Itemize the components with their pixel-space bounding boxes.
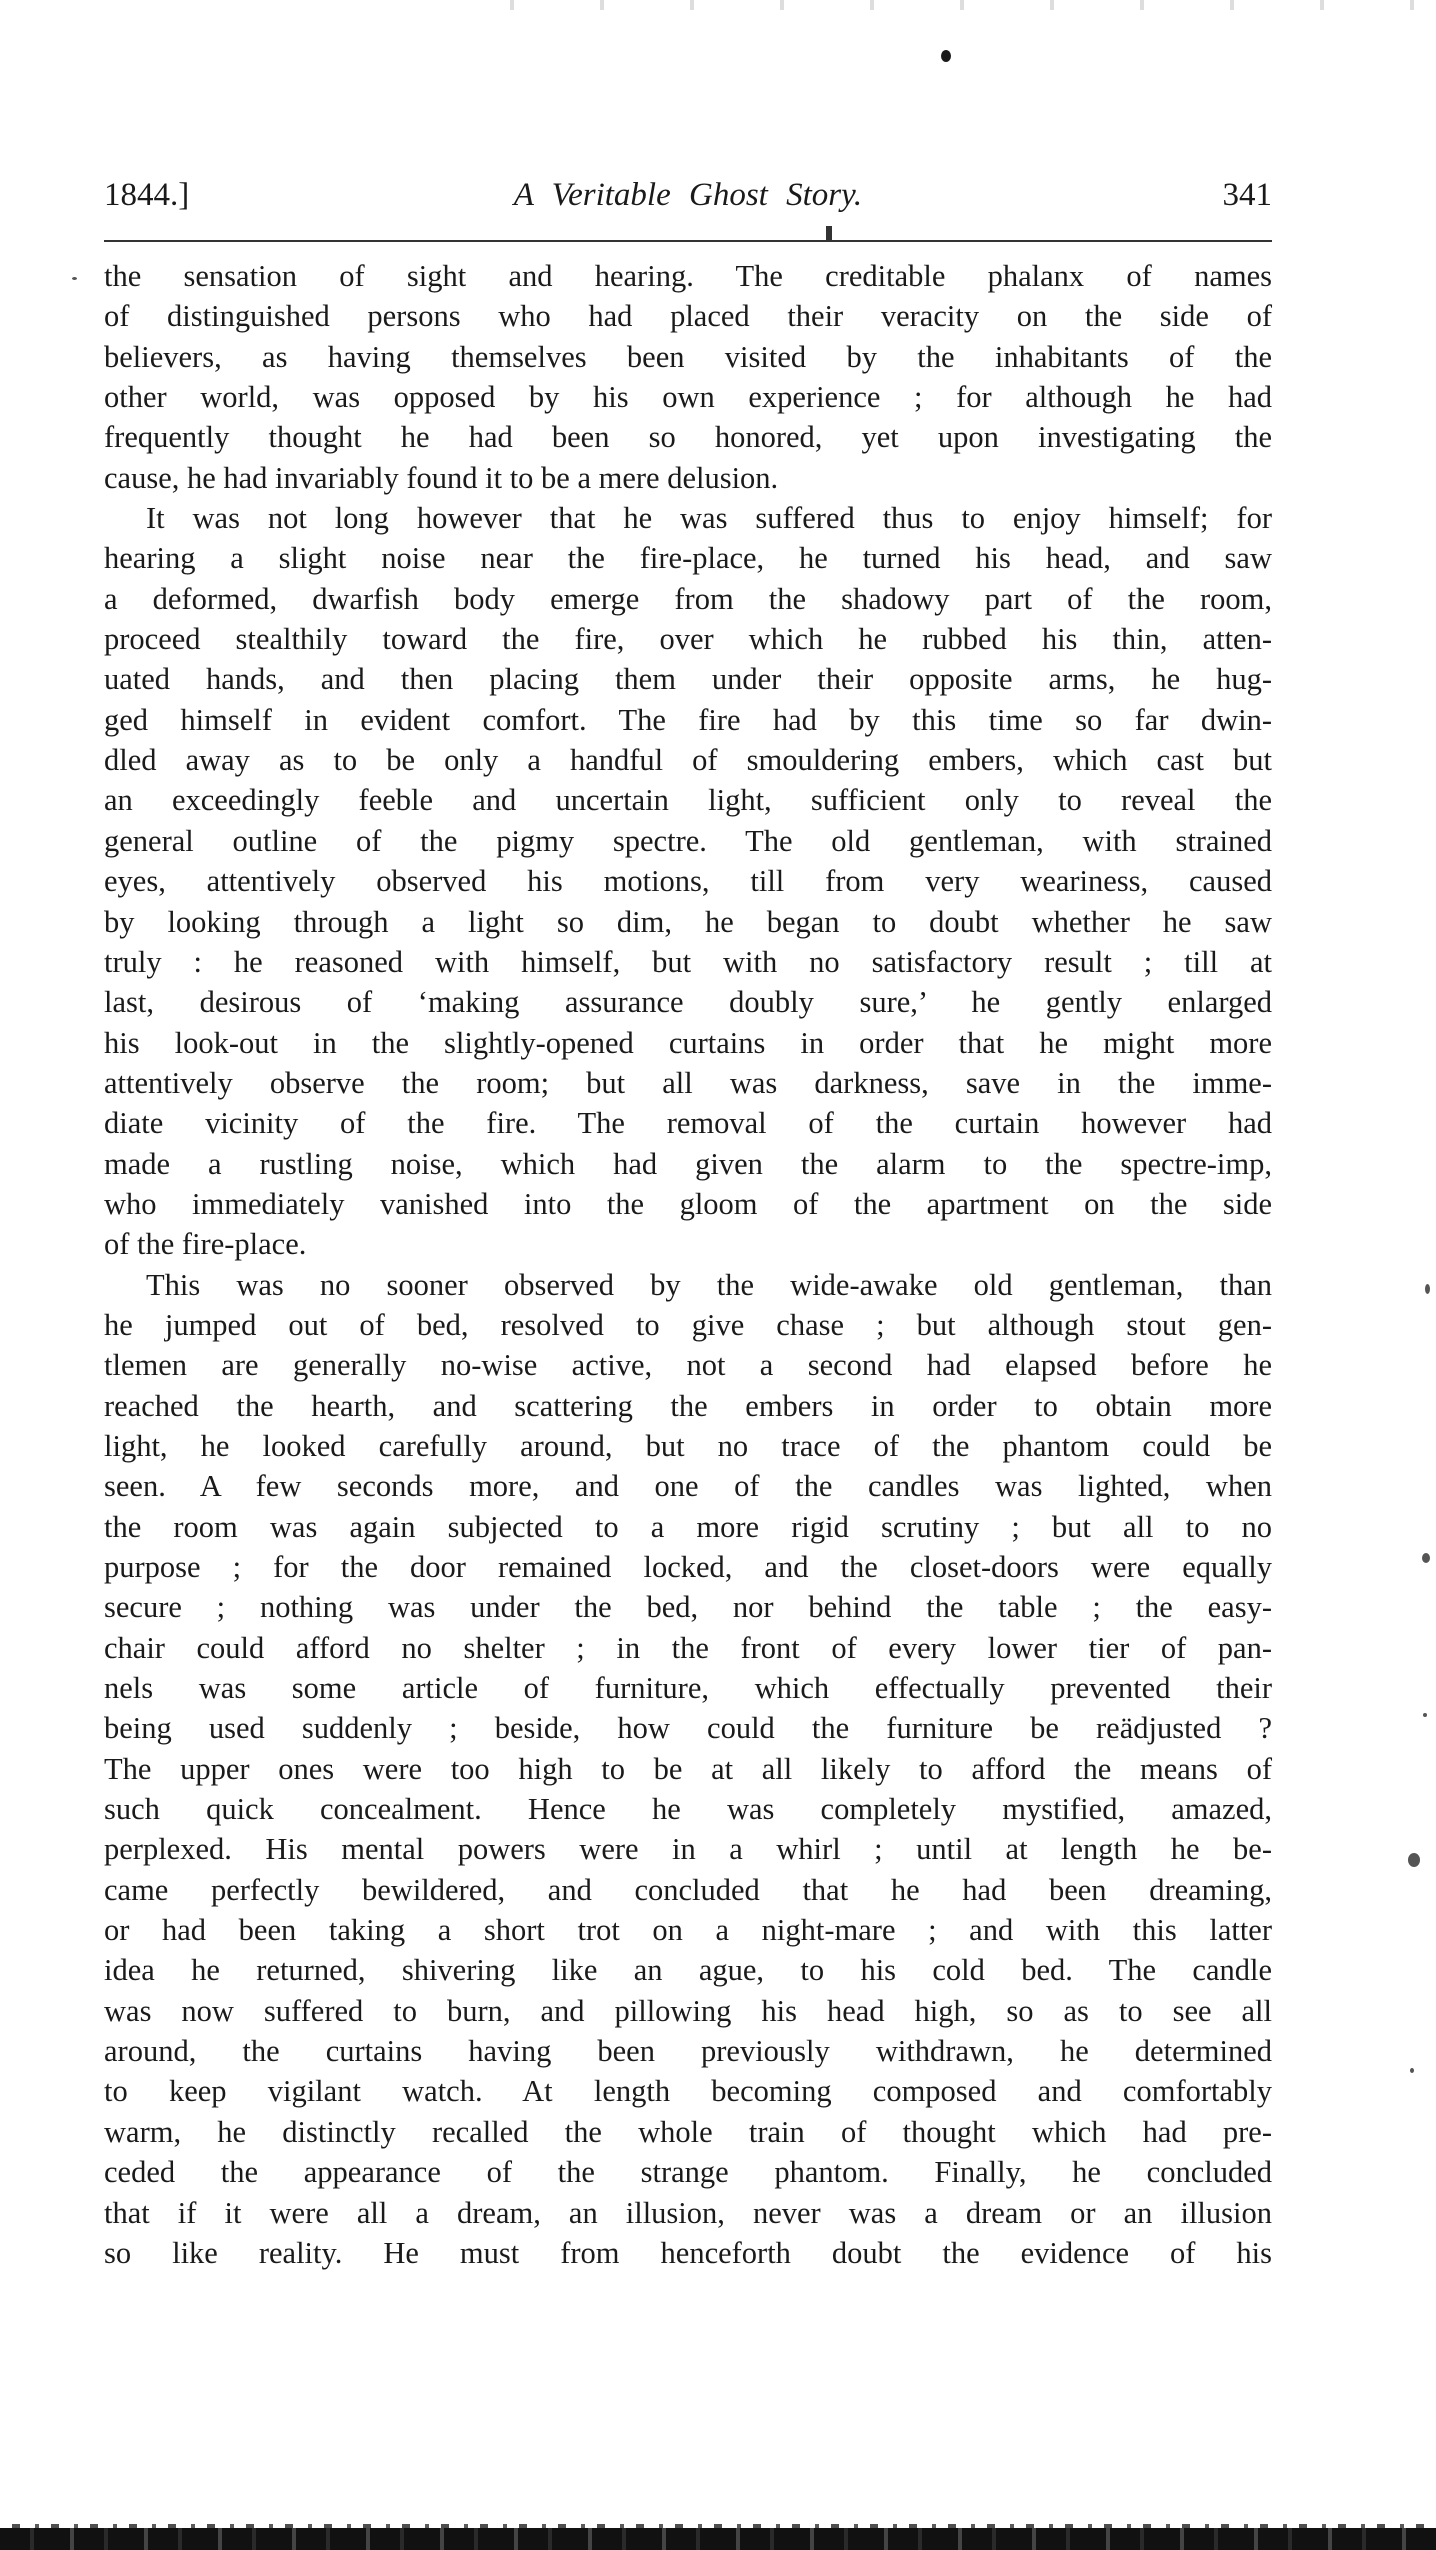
bottom-torn-edge xyxy=(0,2528,1436,2550)
text-line: other world, was opposed by his own experience ; for although he had xyxy=(104,380,1272,415)
rule-ink-mark xyxy=(826,226,832,242)
text-line: chair could afford no shelter ; in the front of every lower tier of pan- xyxy=(104,1630,1272,1665)
text-line: who immediately vanished into the gloom of the apartment on the side xyxy=(104,1186,1272,1221)
text-line: ceded the appearance of the strange phantom. Finally, he concluded xyxy=(104,2155,1272,2190)
page-number: 341 xyxy=(1222,177,1272,213)
text-line: by looking through a light so dim, he began to doubt whether he saw xyxy=(104,904,1272,939)
text-line: of the fire-place. xyxy=(104,1227,307,1262)
text-line: cause, he had invariably found it to be a mere delusion. xyxy=(104,460,779,495)
text-line: his look-out in the slightly-opened curtains in order that he might more xyxy=(104,1025,1272,1060)
margin-speck xyxy=(1425,1284,1430,1294)
text-line: eyes, attentively observed his motions, till from very weariness, caused xyxy=(104,864,1272,899)
text-line: idea he returned, shivering like an ague, to his cold bed. The candle xyxy=(104,1953,1272,1988)
text-line: uated hands, and then placing them under their opposite arms, he hug- xyxy=(104,662,1272,697)
text-line: perplexed. His mental powers were in a whirl ; until at length he be- xyxy=(104,1832,1272,1867)
running-head xyxy=(104,170,1272,220)
text-line: light, he looked carefully around, but no trace of the phantom could be xyxy=(104,1428,1272,1463)
ink-dot xyxy=(941,50,951,62)
text-line: came perfectly bewildered, and concluded that he had been dreaming, xyxy=(104,1872,1272,1907)
text-line: general outline of the pigmy spectre. The old gentleman, with strained xyxy=(104,823,1272,858)
text-line: purpose ; for the door remained locked, and the closet-doors were equally xyxy=(104,1550,1272,1584)
text-line: hearing a slight noise near the fire-place, he turned his head, and saw xyxy=(104,541,1272,576)
text-line: made a rustling noise, which had given the alarm to the spectre-imp, xyxy=(104,1146,1272,1181)
text-line: frequently thought he had been so honored, yet upon investigating the xyxy=(104,420,1272,455)
text-line: truly : he reasoned with himself, but with no satisfactory result ; till at xyxy=(104,944,1272,979)
text-line: to keep vigilant watch. At length becoming composed and comfortably xyxy=(104,2074,1272,2109)
text-line: nels was some article of furniture, which effectually prevented their xyxy=(104,1671,1272,1706)
text-line: dled away as to be only a handful of smouldering embers, which cast but xyxy=(104,743,1272,778)
margin-speck xyxy=(72,277,77,280)
text-line: tlemen are generally no-wise active, not a second had elapsed before he xyxy=(104,1348,1272,1383)
text-line: attentively observe the room; but all was darkness, save in the imme- xyxy=(104,1065,1272,1100)
body-text xyxy=(104,256,1272,2273)
text-line: the sensation of sight and hearing. The creditable phalanx of names xyxy=(104,259,1272,293)
text-line: of distinguished persons who had placed their veracity on the side of xyxy=(104,299,1272,334)
text-line: around, the curtains having been previously withdrawn, he determined xyxy=(104,2034,1272,2069)
text-line: the room was again subjected to a more rigid scrutiny ; but all to no xyxy=(104,1509,1272,1544)
text-line: he jumped out of bed, resolved to give chase ; but although stout gen- xyxy=(104,1307,1272,1342)
text-line: or had been taking a short trot on a night-mare ; and with this latter xyxy=(104,1913,1272,1948)
header-rule xyxy=(104,240,1272,242)
text-line: reached the hearth, and scattering the embers in order to obtain more xyxy=(104,1388,1272,1423)
running-head-title: A Veritable Ghost Story. xyxy=(513,177,863,213)
text-line: was now suffered to burn, and pillowing his head high, so as to see all xyxy=(104,1993,1272,2028)
text-line: so like reality. He must from henceforth doubt the evidence of his xyxy=(104,2235,1272,2270)
text-line: secure ; nothing was under the bed, nor behind the table ; the easy- xyxy=(104,1590,1272,1625)
text-line: being used suddenly ; beside, how could the furniture be reädjusted ? xyxy=(104,1711,1272,1746)
running-head-year: 1844.] xyxy=(104,177,190,213)
top-bleed-marks xyxy=(470,0,1430,10)
text-line: It was not long however that he was suffered thus to enjoy himself; for xyxy=(146,501,1272,536)
text-line: a deformed, dwarfish body emerge from the shadowy part of the room, xyxy=(104,581,1272,616)
text-line: diate vicinity of the fire. The removal of the curtain however had xyxy=(104,1106,1272,1141)
margin-speck xyxy=(1423,1713,1427,1717)
text-line: proceed stealthily toward the fire, over which he rubbed his thin, atten- xyxy=(104,622,1272,657)
text-line: warm, he distinctly recalled the whole train of thought which had pre- xyxy=(104,2114,1272,2149)
text-line: seen. A few seconds more, and one of the candles was lighted, when xyxy=(104,1469,1272,1504)
text-line: ged himself in evident comfort. The fire had by this time so far dwin- xyxy=(104,702,1272,737)
margin-speck xyxy=(1422,1553,1430,1563)
text-line: such quick concealment. Hence he was completely mystified, amazed, xyxy=(104,1792,1272,1827)
margin-speck xyxy=(1410,2068,1414,2073)
text-line: The upper ones were too high to be at all likely to afford the means of xyxy=(104,1751,1272,1786)
text-line: last, desirous of ‘making assurance doubly sure,’ he gently enlarged xyxy=(104,985,1272,1020)
text-line: This was no sooner observed by the wide-awake old gentleman, than xyxy=(146,1267,1272,1302)
text-line: an exceedingly feeble and uncertain light, sufficient only to reveal the xyxy=(104,783,1272,818)
text-line: believers, as having themselves been visited by the inhabitants of the xyxy=(104,339,1272,374)
margin-speck xyxy=(1408,1853,1420,1867)
text-line: that if it were all a dream, an illusion, never was a dream or an illusion xyxy=(104,2195,1272,2230)
